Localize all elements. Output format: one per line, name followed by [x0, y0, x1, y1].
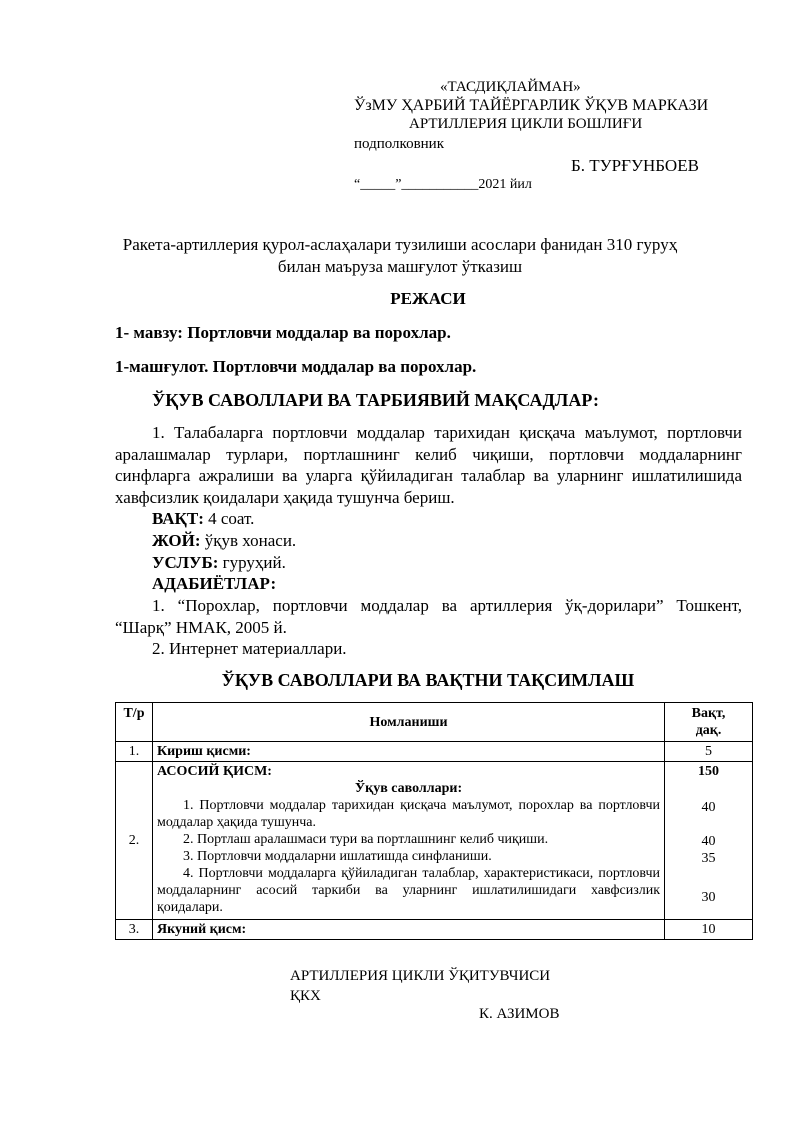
row-number: 1.: [116, 742, 153, 762]
method-label: УСЛУБ:: [152, 553, 219, 572]
question-2: 2. Портлаш аралашмаси тури ва портлашнинг келиб чиқиши.: [182, 832, 549, 847]
time-line: [152, 508, 254, 529]
table-heading: ЎҚУВ САВОЛЛАРИ ВА ВАҚТНИ ТАҚСИМЛАШ: [221, 670, 635, 690]
col-header-time: Вақт, дақ.: [665, 703, 753, 742]
place-line: [152, 530, 296, 551]
schedule-table: [115, 702, 753, 940]
question-4-time: 30: [701, 890, 716, 905]
question-1: 1. Портловчи моддалар тарихидан қисқача маълумот, порохлар ва портловчи моддалар ҳақида тушунча.: [156, 798, 661, 830]
method-value: гуруҳий.: [218, 553, 286, 572]
approval-org: ЎзМУ ҲАРБИЙ ТАЙЁРГАРЛИК ЎҚУВ МАРКАЗИ: [354, 97, 709, 114]
literature-item-1: 1. “Порохлар, портловчи моддалар ва артиллерия ўқ-дорилари” Тошкент, “Шарқ” НМАК, 2005 й.: [115, 596, 742, 637]
goals-heading: ЎҚУВ САВОЛЛАРИ ВА ТАРБИЯВИЙ МАҚСАДЛАР:: [152, 390, 599, 410]
row-name-block: [152, 762, 664, 920]
time-label: ВАҚТ:: [152, 509, 204, 528]
plan-heading: РЕЖАСИ: [390, 289, 466, 308]
signature-position: АРТИЛЛЕРИЯ ЦИКЛИ ЎҚИТУВЧИСИ: [290, 968, 551, 984]
place-value: ўқув хонаси.: [200, 531, 297, 550]
table-row: [116, 920, 753, 940]
row-name: Якуний қисм:: [152, 920, 664, 940]
subsection-title: Ўқув саволлари:: [354, 781, 463, 796]
question-1-time: 40: [701, 800, 716, 815]
document-title-line2: билан маъруза машғулот ўтказиш: [277, 257, 523, 276]
table-row: [116, 742, 753, 762]
method-line: [152, 552, 286, 573]
table-header-row: [116, 703, 753, 742]
col-header-number: Т/р: [116, 703, 153, 742]
question-2-time: 40: [701, 834, 716, 849]
question-3-time: 35: [701, 851, 716, 866]
lesson-line: 1-машғулот. Портловчи моддалар ва порохлар.: [115, 357, 477, 376]
row-time: 5: [665, 742, 753, 762]
row-number: 2.: [116, 762, 153, 920]
document-title-line1: Ракета-артиллерия қурол-аслаҳалари тузилиши асослари фанидан 310 гуруҳ: [122, 235, 678, 254]
row-time: 150: [698, 764, 720, 779]
row-time: 10: [665, 920, 753, 940]
literature-item-2: 2. Интернет материаллари.: [152, 639, 347, 658]
time-value: 4 соат.: [203, 509, 255, 528]
literature-heading: АДАБИЁТЛАР:: [152, 574, 277, 593]
row-time-block: [665, 762, 753, 920]
row-name: АСОСИЙ ҚИСМ:: [156, 764, 272, 779]
row-name: Кириш қисми:: [152, 742, 664, 762]
question-3: 3. Портловчи моддаларни ишлатишда синфланиши.: [182, 849, 492, 864]
row-number: 3.: [116, 920, 153, 940]
place-label: ЖОЙ:: [152, 531, 201, 550]
approval-name: Б. ТУРҒУНБОЕВ: [571, 156, 699, 175]
goal-paragraph: 1. Талабаларга портловчи моддалар тарихидан қисқача маълумот, портловчи аралашмалар турлари, портлашнинг келиб чиқиши, портловчи моддаларнинг синфларга ажралиши ва уларга қўйиладиган талаблар ва уларнинг ишлатилишида хавфсизлик қоидалари ҳақида тушунча бериш.: [115, 423, 742, 507]
table-row: [116, 762, 753, 920]
question-4: 4. Портловчи моддаларга қўйиладиган талаблар, характеристикаси, портловчи моддаларнинг асосий таркиби ва уларнинг ишлатилишидаги хавфсизлик қоидалари.: [156, 866, 661, 915]
approval-date-line: “_____”___________2021 йил: [354, 177, 532, 192]
approval-rank: подполковник: [354, 136, 444, 152]
col-header-name: Номланиши: [152, 703, 664, 742]
approval-stamp: «ТАСДИҚЛАЙМАН»: [440, 79, 581, 95]
signature-name: К. АЗИМОВ: [479, 1006, 560, 1022]
signature-rank: ҚКХ: [290, 988, 321, 1004]
approval-position: АРТИЛЛЕРИЯ ЦИКЛИ БОШЛИҒИ: [409, 116, 643, 132]
topic-line: 1- мавзу: Портловчи моддалар ва порохлар.: [115, 323, 451, 342]
